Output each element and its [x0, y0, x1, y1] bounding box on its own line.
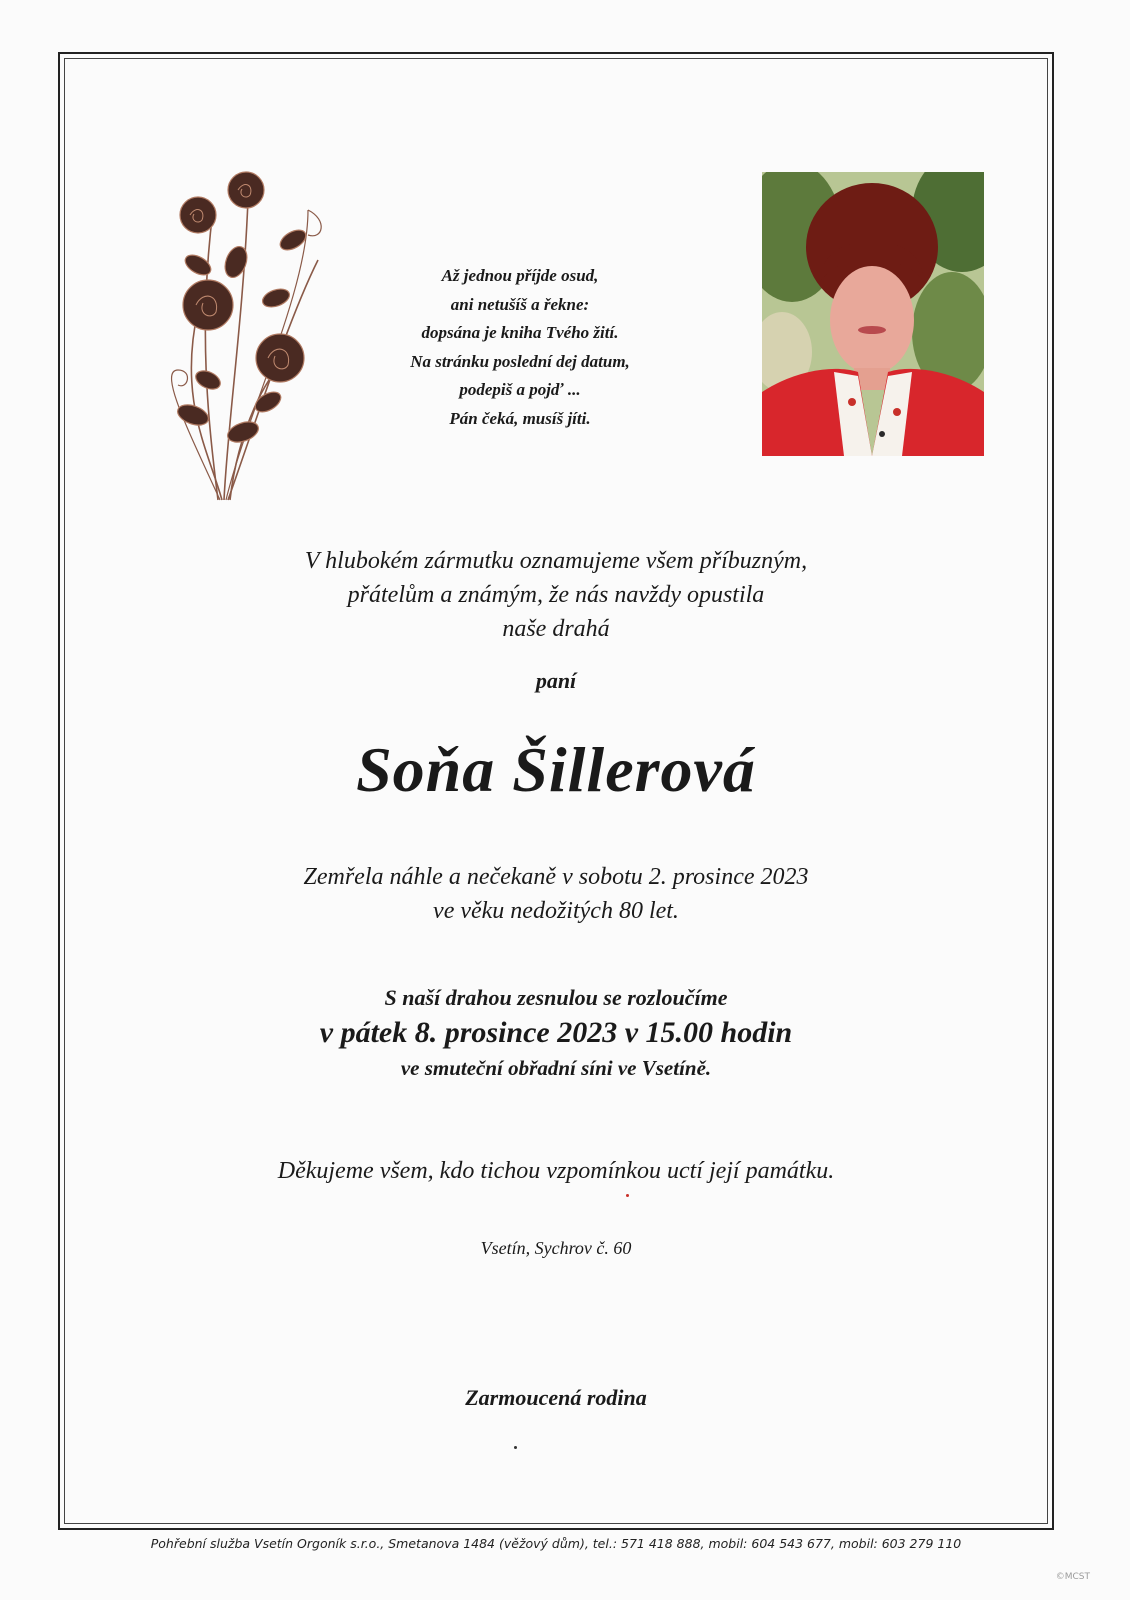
farewell-line-1: S naší drahou zesnulou se rozloučíme: [384, 985, 728, 1010]
deceased-name: Soňa Šillerová: [356, 734, 756, 805]
poem-line: Až jednou příjde osud,: [441, 266, 599, 285]
poem-line: podepiš a pojď ...: [459, 380, 581, 399]
announcement-line: naše drahá: [502, 616, 610, 642]
watermark: ©MCST: [1055, 1572, 1090, 1582]
poem-line: Na stránku poslední dej datum,: [410, 351, 630, 371]
footer-funeral-service: Pohřební služba Vsetín Orgoník s.r.o., Smetanova 1484 (věžový dům), tel.: 571 418 888, mobil: 604 543 677, mobil: 603 279 110: [150, 1536, 962, 1551]
death-info: [64, 860, 1048, 928]
farewell-date: v pátek 8. prosince 2023 v 15.00 hodin: [319, 1016, 793, 1049]
thanks-text: Děkujeme všem, kdo tichou vzpomínkou uctí její památku.: [277, 1158, 835, 1184]
title-word: paní: [535, 668, 577, 693]
announcement-line: V hlubokém zármutku oznamujeme všem příbuzným,: [304, 548, 808, 574]
death-line: Zemřela náhle a nečekaně v sobotu 2. prosince 2023: [303, 864, 809, 890]
poem-line: dopsána je kniha Tvého žití.: [421, 323, 619, 342]
poem-line: ani netušíš a řekne:: [450, 294, 590, 314]
poem-line: Pán čeká, musíš jíti.: [449, 408, 591, 428]
portrait-photo: [762, 172, 984, 456]
stray-dot: [514, 1446, 517, 1449]
announcement-line: přátelům a známým, že nás navždy opustila: [347, 582, 765, 608]
farewell-place: ve smuteční obřadní síni ve Vsetíně.: [400, 1056, 712, 1080]
address-text: Vsetín, Sychrov č. 60: [480, 1238, 632, 1258]
poem: [360, 262, 680, 433]
announcement-text: [64, 544, 1048, 646]
roses-illustration: [158, 170, 338, 510]
stray-dot: [626, 1194, 629, 1197]
signature: Zarmoucená rodina: [465, 1385, 647, 1410]
death-line: ve věku nedožitých 80 let.: [433, 898, 679, 924]
